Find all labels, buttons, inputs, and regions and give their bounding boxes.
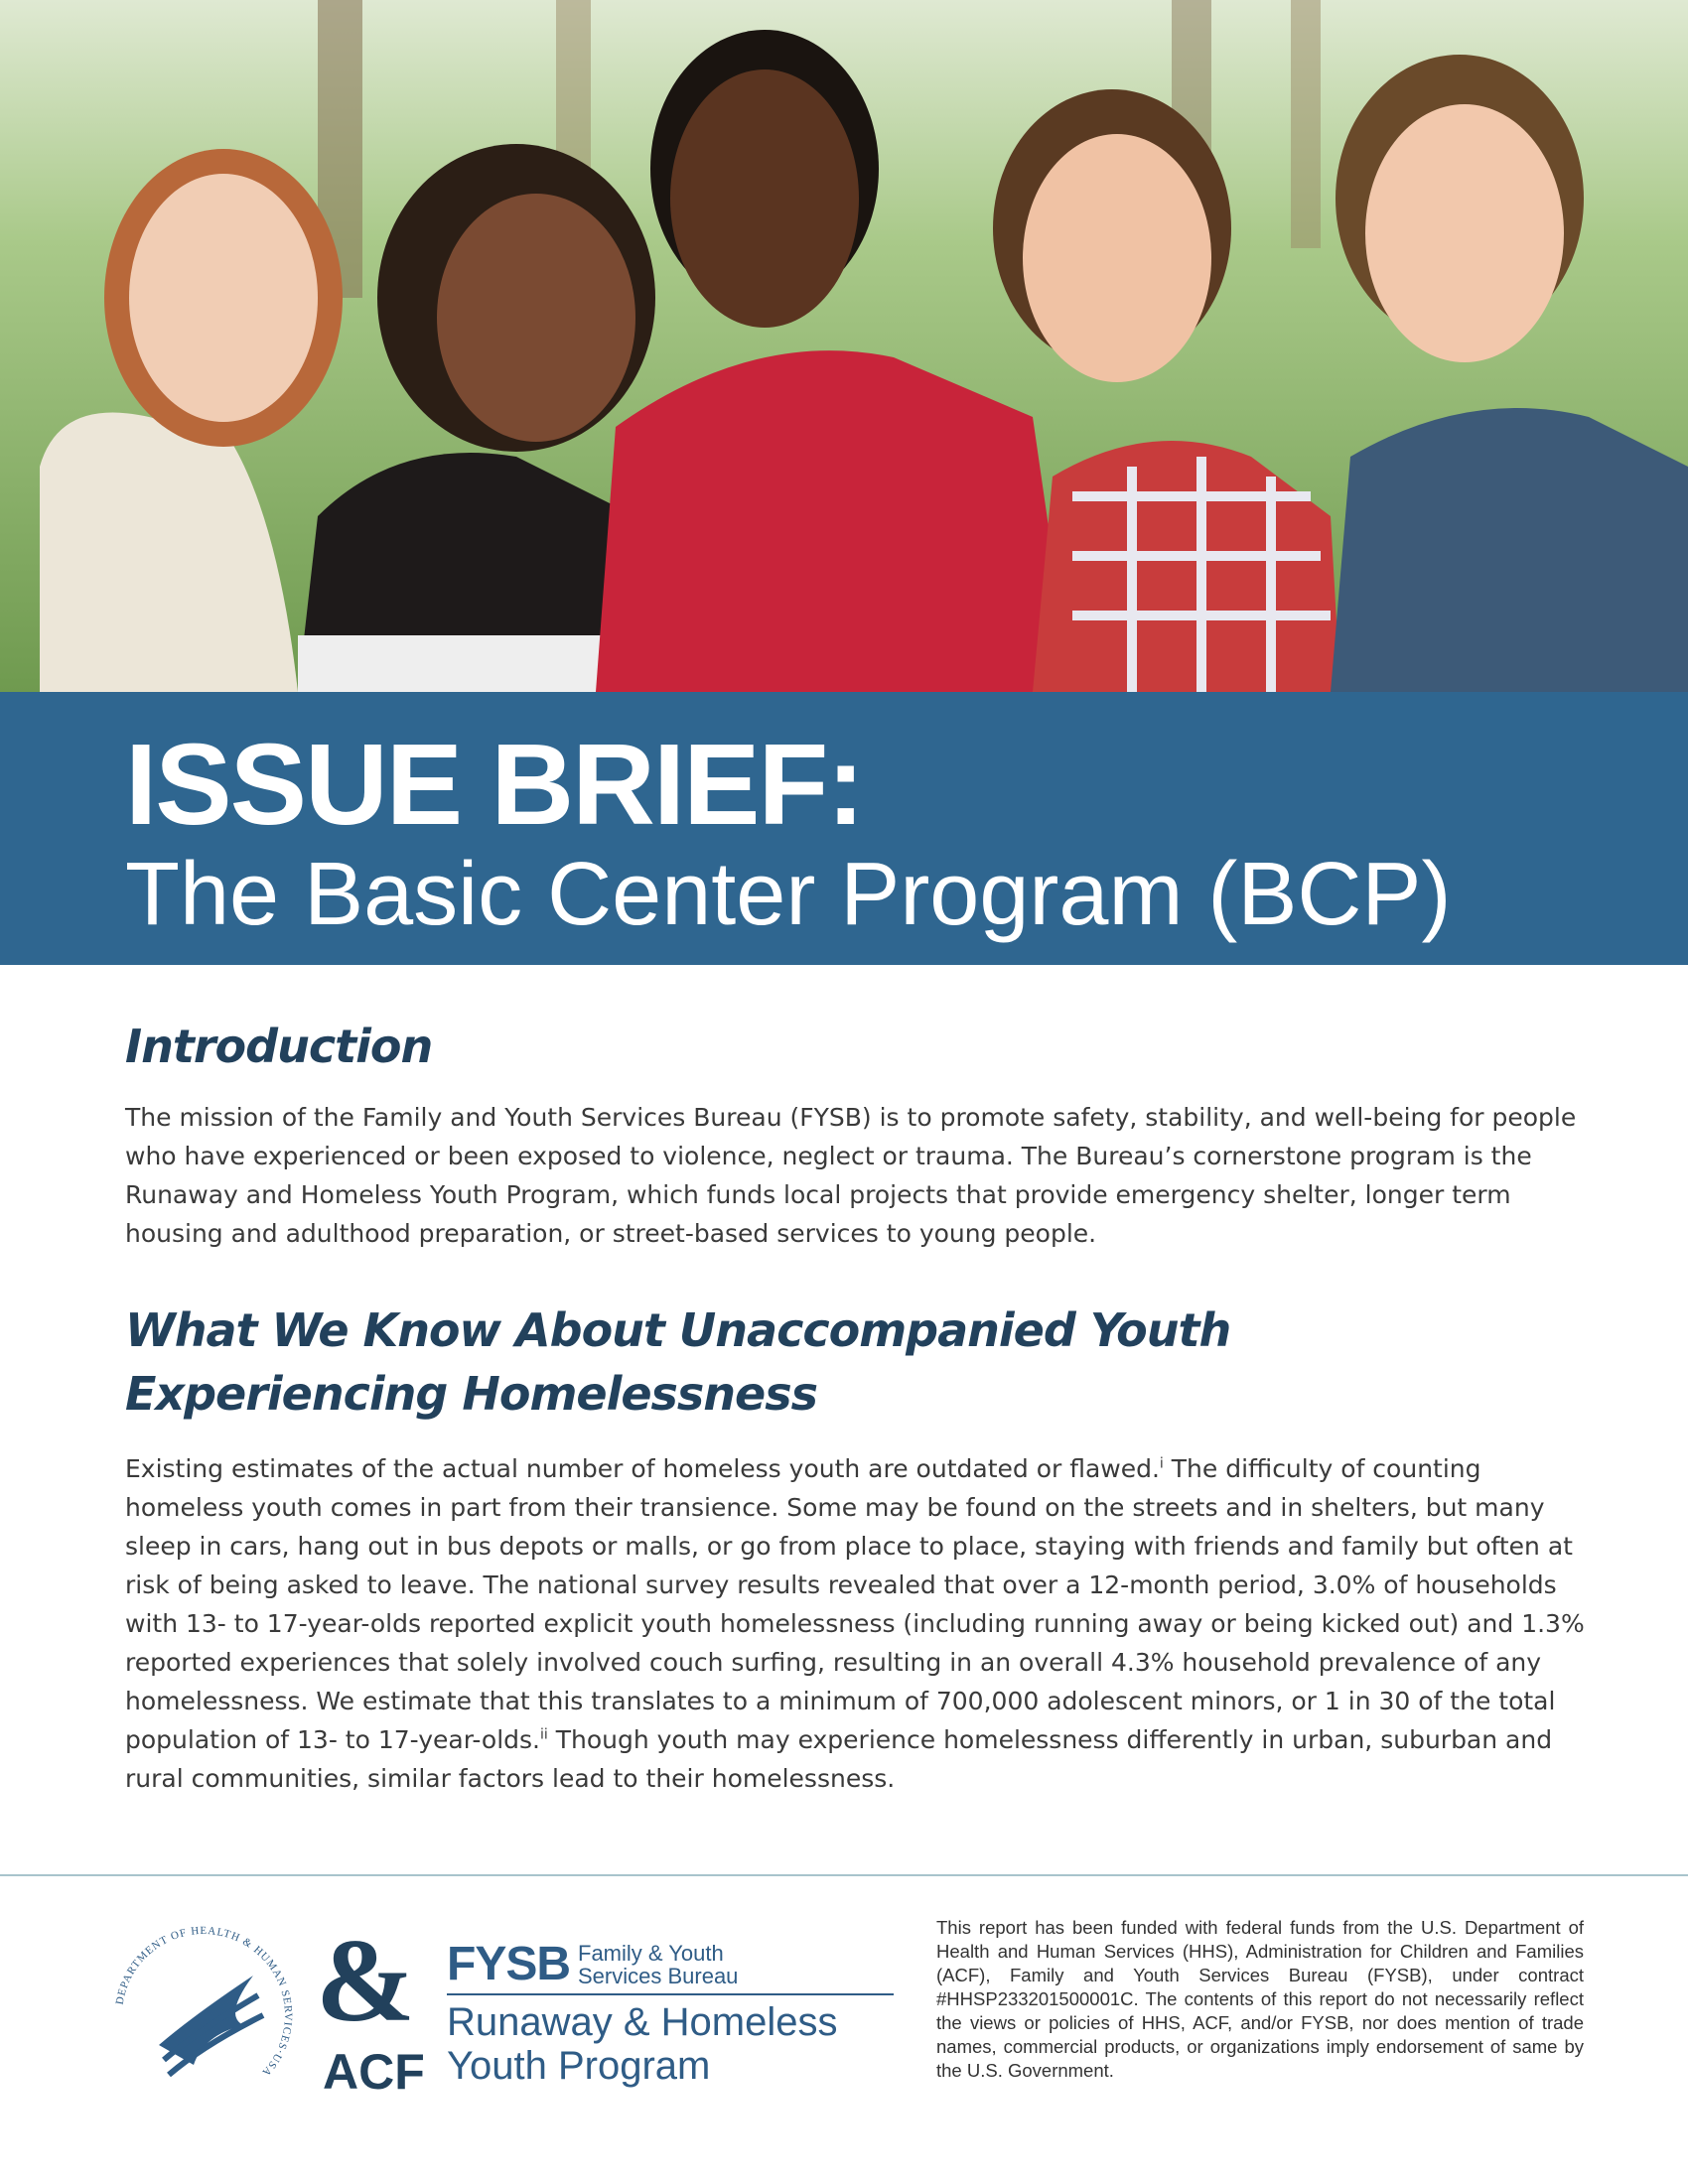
group-of-teenagers-photo-icon	[0, 0, 1688, 692]
footnote-marker-i: i	[1159, 1455, 1164, 1472]
fysb-logo-rule	[447, 1993, 894, 1995]
body-text-part1: Existing estimates of the actual number of homeless youth are outdated or flawed.	[125, 1454, 1160, 1483]
fysb-logo: FYSB	[447, 1938, 571, 1990]
program-name: Runaway & Homeless Youth Program	[447, 2000, 838, 2088]
footnote-marker-ii: ii	[539, 1726, 548, 1743]
svg-text:DEPARTMENT OF HEALTH & HUMAN S	[114, 1925, 294, 2079]
funding-disclaimer: This report has been funded with federal funds from the U.S. Department of Health and Human Services (HHS), Administration for Children and Families (ACF), Family and Youth Services Bureau (FYSB), under contract #HHSP233201500001C. The contents of this report do not necessarily reflect the views or policies of HHS, ACF, and/or FYSB, nor does mention of trade names, commercial products, or organizations imply endorsement of same by the U.S. Government.	[936, 1917, 1584, 2081]
fysb-tagline: Family & Youth Services Bureau	[578, 1941, 739, 1988]
banner-subtitle: The Basic Center Program (BCP)	[125, 845, 1452, 944]
title-banner	[0, 692, 1688, 965]
introduction-heading: Introduction	[125, 1020, 433, 1073]
ampersand-logo: &	[316, 1914, 415, 2046]
what-we-know-paragraph	[125, 1449, 1585, 1798]
what-we-know-heading-line2: Experiencing Homelessness	[125, 1367, 818, 1421]
hhs-seal-text: DEPARTMENT OF HEALTH & HUMAN SERVICES·USA	[113, 1924, 295, 2079]
introduction-paragraph: The mission of the Family and Youth Services Bureau (FYSB) is to promote safety, stability, and well-being for people who have experienced or been exposed to violence, neglect or trauma. The Bureau’s cornerstone program is the Runaway and Homeless Youth Program, which funds local projects that provide emergency shelter, longer term housing and adulthood preparation, or street-based services to young people.	[125, 1103, 1577, 1248]
banner-title: ISSUE BRIEF:	[125, 720, 863, 849]
footer-divider	[0, 1874, 1688, 1876]
what-we-know-heading	[125, 1298, 1230, 1426]
acf-logo-text: ACF	[323, 2044, 425, 2100]
what-we-know-heading-line1: What We Know About Unaccompanied Youth	[125, 1303, 1231, 1357]
body-text-part3: Though youth may experience homelessness differently in urban, suburban and rural communities, similar factors lead to their homelessness.	[125, 1725, 1553, 1793]
hero-photo	[0, 0, 1688, 692]
body-text-part2: The difficulty of counting homeless youth comes in part from their transience. Some may be found on the streets and in shelters, but many sleep in cars, hang out in bus depots or malls, or go from place to place, staying with friends and family but often at risk of being asked to leave. The national survey results revealed that over a 12-month period, 3.0% of households with 13- to 17-year-olds reported explicit youth homelessness (including running away or being kicked out) and 1.3% reported experiences that solely involved couch surfing, resulting in an overall 4.3% household prevalence of any homelessness. We estimate that this translates to a minimum of 700,000 adolescent minors, or 1 in 30 of the total population of 13- to 17-year-olds.	[125, 1454, 1585, 1754]
hhs-seal-icon	[104, 1916, 303, 2115]
